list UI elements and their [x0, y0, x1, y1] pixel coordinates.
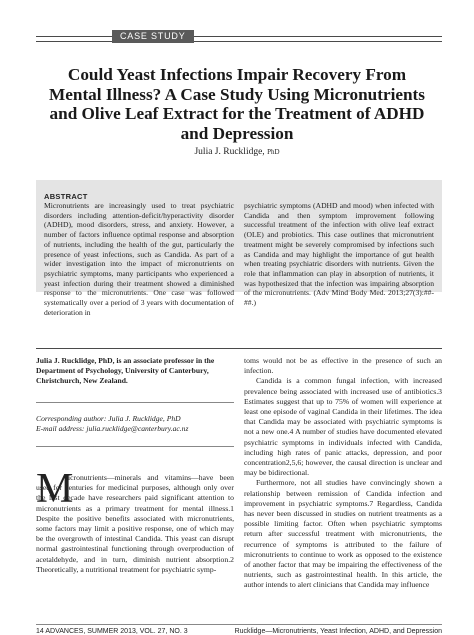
drop-cap: M: [36, 466, 74, 512]
body-right-column: [244, 356, 442, 591]
correspondence: [36, 414, 234, 434]
abstract-col-2: psychiatric symptoms (ADHD and mood) when infected with Candida and then symptom improvement following successful treatment of the infection with olive leaf extract (OLE) and probiotics. This case outlines that micronutrient treatment might be severely compromised by infections such as Candida and may highlight the importance of gut health when treating psychiatric disorders with nutrients. Given the role that inflammation can play in absorption of nutrients, it was hypothesized that the infection was impairing absorption of the micronutrients. (Adv Mind Body Med. 2013;27(3):##-##.): [244, 201, 434, 308]
header-rule: [36, 36, 442, 37]
bio-rule: [36, 402, 234, 403]
body-top-rule: [36, 348, 442, 349]
section-tag: CASE STUDY: [112, 30, 194, 43]
body-paragraph-3: Furthermore, not all studies have convincingly shown a relationship between remission of Candida infection and improvement in psychiatric symptoms.7 Regardless, Candida has never been discussed in studies on nutrient treatments as a possible limiting factor. Often when psychiatric symptoms return after successful treatment with micronutrients, the recurrence of symptoms is attributed to the failure of micronutrients to continue to work as opposed to the existence of another factor that may be impairing the effectiveness of the nutrients, such as gastrointestinal health. In this article, the author intends to alert clinicians that Candida may influence: [244, 478, 442, 590]
corresponding-author: Corresponding author: Julia J. Rucklidge, PhD: [36, 414, 181, 423]
author-line: [40, 147, 434, 157]
header-rule-bottom: [36, 41, 442, 42]
article-title: Could Yeast Infections Impair Recovery From Mental Illness? A Case Study Using Micronutrients and Olive Leaf Extract for the Treatment of ADHD and Depression: [49, 65, 425, 143]
author-name: Julia J. Rucklidge,: [194, 147, 265, 157]
body-left-column: icronutrients—minerals and vitamins—have been used for centuries for medicinal purposes, although only over the last decade have researchers paid significant attention to micronutrients as a primary treatment for mental illness.1 Despite the positive benefits associated with micronutrients, some factors may limit a positive response, one of which may be the overgrowth of intestinal Candida. This yeast can disrupt normal gastrointestinal functioning through overproduction of acetaldehyde, and in turn, diminish nutrient absorption.2 Theoretically, a nutritional treatment for psychiatric symp-: [36, 473, 234, 574]
email-address: E-mail address: julia.rucklidge@canterbury.ac.nz: [36, 424, 189, 433]
abstract-heading: ABSTRACT: [44, 192, 88, 201]
footer-rule: [36, 624, 442, 625]
corr-rule: [36, 446, 234, 447]
body-paragraph-2: Candida is a common fungal infection, with increased prevalence being associated with increased use of antibiotics.3 Estimates suggest that up to 75% of women will experience at least one episode of vaginal Candida in their lifetimes. The idea that Candida may be associated with psychiatric symptoms is not a new one.4 A number of studies have documented elevated psychiatric symptoms in individuals infected with Candida, including high rates of panic attacks, depression, and poor concentration2,5,6; however, the causal direction is unclear and may be bidirectional.: [244, 376, 442, 478]
author-degree: PhD: [267, 148, 280, 156]
author-bio: Julia J. Rucklidge, PhD, is an associate professor in the Department of Psychology, University of Canterbury, Christchurch, New Zealand.: [36, 356, 215, 385]
footer-right: Rucklidge—Micronutrients, Yeast Infection, ADHD, and Depression: [234, 628, 442, 635]
footer-left: 14 ADVANCES, SUMMER 2013, VOL. 27, NO. 3: [36, 628, 188, 635]
abstract-col-1: Micronutrients are increasingly used to treat psychiatric disorders including attention-deficit/hyperactivity disorder (ADHD), mood disorders, stress, and anxiety. However, a number of factors influence optimal response and absorption of nutrients, including the health of the gut, particularly the presence of yeast infections, such as Candida. As part of a wider investigation into the impact of micronutrients on psychiatric symptoms, many participants who experienced a yeast infection during their treatment showed a diminished response to the micronutrients. One case was followed systematically over a period of 3 years with documentation of deterioration in: [44, 201, 234, 317]
body-paragraph-1: toms would not be as effective in the presence of such an infection.: [244, 356, 442, 376]
